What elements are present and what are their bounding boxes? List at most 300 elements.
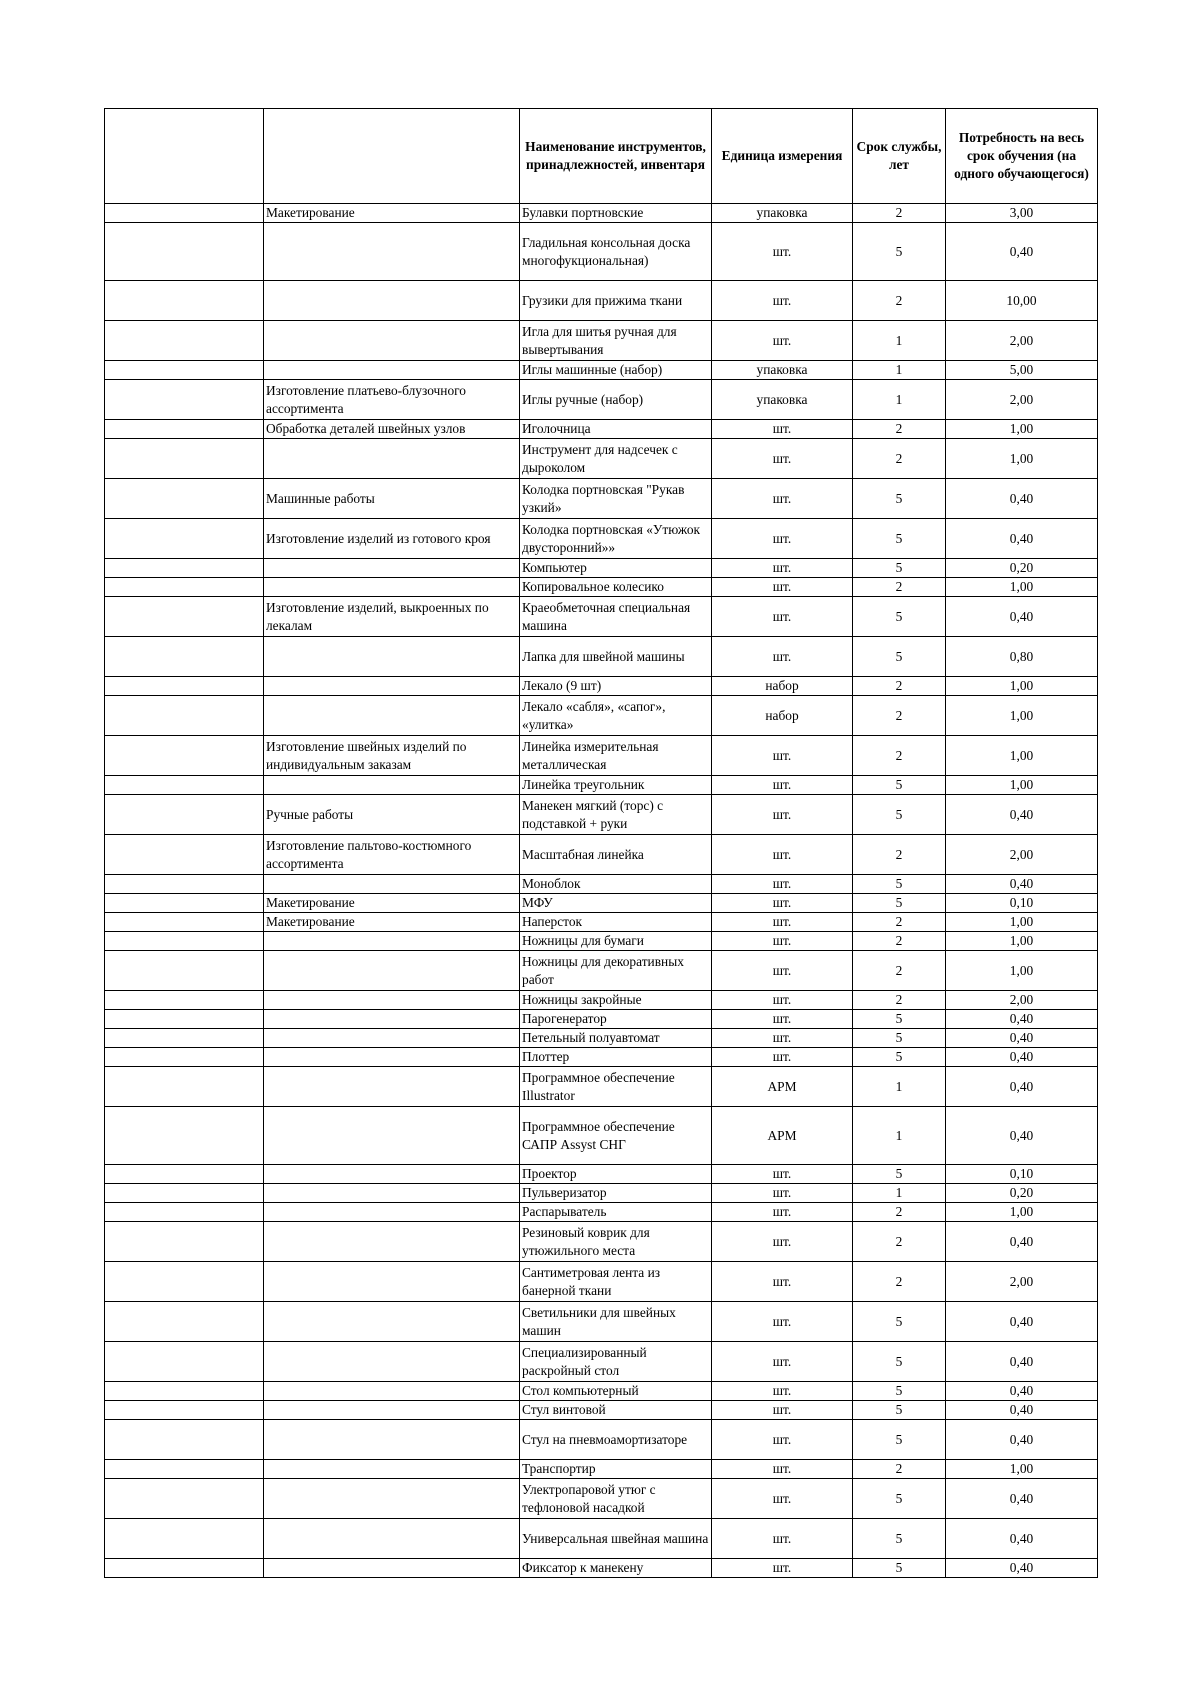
table-row (105, 223, 1098, 281)
row-name-cell: Игла для шитья ручная для вывертывания (520, 321, 712, 361)
header-unit: Единица измерения (712, 109, 853, 204)
table-row (105, 835, 1098, 875)
row-need-cell: 2,00 (946, 835, 1098, 875)
row-name-cell: Лекало (9 шт) (520, 677, 712, 696)
row-life-cell: 5 (853, 875, 946, 894)
row-name-cell: Ножницы для декоративных работ (520, 951, 712, 991)
row-section-cell (264, 1184, 520, 1203)
row-unit-cell: шт. (712, 439, 853, 479)
row-blank-cell (105, 1029, 264, 1048)
row-unit-cell: набор (712, 696, 853, 736)
table-row (105, 875, 1098, 894)
row-name-cell: Колодка портновская "Рукав узкий» (520, 479, 712, 519)
row-section-cell (264, 1048, 520, 1067)
table-row (105, 1401, 1098, 1420)
row-unit-cell: АРМ (712, 1067, 853, 1107)
row-name-cell: Плоттер (520, 1048, 712, 1067)
row-life-cell: 5 (853, 1048, 946, 1067)
row-name-cell: Петельный полуавтомат (520, 1029, 712, 1048)
row-unit-cell: шт. (712, 479, 853, 519)
row-life-cell: 5 (853, 1029, 946, 1048)
row-life-cell: 1 (853, 1107, 946, 1165)
row-name-cell: Линейка треугольник (520, 776, 712, 795)
row-blank-cell (105, 1184, 264, 1203)
row-blank-cell (105, 321, 264, 361)
table-row (105, 1107, 1098, 1165)
row-life-cell: 5 (853, 479, 946, 519)
row-unit-cell: шт. (712, 1420, 853, 1460)
row-name-cell: Программное обеспечение САПР Assyst СНГ (520, 1107, 712, 1165)
row-need-cell: 0,40 (946, 1559, 1098, 1578)
table-row (105, 1342, 1098, 1382)
table-row (105, 795, 1098, 835)
row-name-cell: Инструмент для надсечек с дыроколом (520, 439, 712, 479)
row-unit-cell: шт. (712, 223, 853, 281)
row-unit-cell: шт. (712, 894, 853, 913)
row-need-cell: 0,40 (946, 1029, 1098, 1048)
row-section-cell (264, 1382, 520, 1401)
row-need-cell: 0,40 (946, 597, 1098, 637)
row-blank-cell (105, 1262, 264, 1302)
header-blank-2 (264, 109, 520, 204)
row-need-cell: 0,40 (946, 1382, 1098, 1401)
row-life-cell: 2 (853, 991, 946, 1010)
row-section-cell (264, 223, 520, 281)
row-section-cell (264, 1479, 520, 1519)
row-name-cell: Лапка для швейной машины (520, 637, 712, 677)
row-unit-cell: шт. (712, 875, 853, 894)
row-life-cell: 2 (853, 1222, 946, 1262)
row-blank-cell (105, 1302, 264, 1342)
row-unit-cell: шт. (712, 1184, 853, 1203)
row-section-cell (264, 1559, 520, 1578)
row-section-cell: Ручные работы (264, 795, 520, 835)
row-need-cell: 0,40 (946, 1519, 1098, 1559)
row-section-cell (264, 1519, 520, 1559)
row-life-cell: 5 (853, 1519, 946, 1559)
row-blank-cell (105, 1067, 264, 1107)
row-life-cell: 2 (853, 420, 946, 439)
table-row (105, 1382, 1098, 1401)
row-blank-cell (105, 1165, 264, 1184)
table-row (105, 1420, 1098, 1460)
row-name-cell: Краеобметочная специальная машина (520, 597, 712, 637)
table-row (105, 637, 1098, 677)
row-unit-cell: шт. (712, 519, 853, 559)
row-unit-cell: шт. (712, 597, 853, 637)
row-need-cell: 0,40 (946, 795, 1098, 835)
row-life-cell: 5 (853, 776, 946, 795)
row-unit-cell: набор (712, 677, 853, 696)
row-need-cell: 2,00 (946, 1262, 1098, 1302)
row-life-cell: 5 (853, 559, 946, 578)
row-section-cell (264, 677, 520, 696)
table-row (105, 578, 1098, 597)
row-blank-cell (105, 835, 264, 875)
row-need-cell: 1,00 (946, 677, 1098, 696)
row-blank-cell (105, 439, 264, 479)
row-section-cell (264, 1342, 520, 1382)
row-blank-cell (105, 597, 264, 637)
row-section-cell (264, 1460, 520, 1479)
row-blank-cell (105, 223, 264, 281)
table-row (105, 420, 1098, 439)
row-blank-cell (105, 1382, 264, 1401)
row-life-cell: 1 (853, 1184, 946, 1203)
table-row (105, 321, 1098, 361)
table-row (105, 1460, 1098, 1479)
row-name-cell: Наперсток (520, 913, 712, 932)
row-section-cell: Машинные работы (264, 479, 520, 519)
row-blank-cell (105, 420, 264, 439)
row-unit-cell: шт. (712, 420, 853, 439)
row-name-cell: Копировальное колесико (520, 578, 712, 597)
row-need-cell: 10,00 (946, 281, 1098, 321)
row-life-cell: 5 (853, 1479, 946, 1519)
row-section-cell (264, 1029, 520, 1048)
row-life-cell: 5 (853, 637, 946, 677)
row-life-cell: 2 (853, 696, 946, 736)
row-section-cell (264, 1107, 520, 1165)
row-need-cell: 0,40 (946, 1048, 1098, 1067)
row-need-cell: 0,40 (946, 479, 1098, 519)
row-section-cell: Изготовление платьево-блузочного ассортимента (264, 380, 520, 420)
row-name-cell: Проектор (520, 1165, 712, 1184)
row-need-cell: 3,00 (946, 204, 1098, 223)
row-name-cell: Иглы ручные (набор) (520, 380, 712, 420)
row-unit-cell: шт. (712, 1460, 853, 1479)
row-life-cell: 2 (853, 835, 946, 875)
row-blank-cell (105, 1107, 264, 1165)
table-row (105, 696, 1098, 736)
row-name-cell: Иголочница (520, 420, 712, 439)
table-row (105, 1479, 1098, 1519)
header-blank-1 (105, 109, 264, 204)
row-section-cell: Обработка деталей швейных узлов (264, 420, 520, 439)
row-unit-cell: шт. (712, 795, 853, 835)
row-need-cell: 0,40 (946, 1107, 1098, 1165)
row-name-cell: Стол компьютерный (520, 1382, 712, 1401)
row-name-cell: Стул на пневмоамортизаторе (520, 1420, 712, 1460)
row-life-cell: 2 (853, 736, 946, 776)
row-name-cell: Масштабная линейка (520, 835, 712, 875)
row-life-cell: 2 (853, 677, 946, 696)
row-need-cell: 0,40 (946, 1342, 1098, 1382)
row-unit-cell: упаковка (712, 380, 853, 420)
row-unit-cell: шт. (712, 736, 853, 776)
row-need-cell: 2,00 (946, 380, 1098, 420)
row-need-cell: 0,40 (946, 1302, 1098, 1342)
row-need-cell: 0,20 (946, 1184, 1098, 1203)
row-unit-cell: шт. (712, 321, 853, 361)
table-row (105, 1262, 1098, 1302)
row-section-cell (264, 951, 520, 991)
row-life-cell: 5 (853, 1559, 946, 1578)
row-need-cell: 0,40 (946, 1479, 1098, 1519)
row-life-cell: 2 (853, 951, 946, 991)
row-life-cell: 5 (853, 223, 946, 281)
row-need-cell: 1,00 (946, 951, 1098, 991)
row-need-cell: 0,40 (946, 519, 1098, 559)
row-name-cell: Фиксатор к манекену (520, 1559, 712, 1578)
row-section-cell (264, 932, 520, 951)
row-blank-cell (105, 951, 264, 991)
table-row (105, 597, 1098, 637)
row-unit-cell: шт. (712, 281, 853, 321)
row-life-cell: 5 (853, 1302, 946, 1342)
row-blank-cell (105, 991, 264, 1010)
row-name-cell: МФУ (520, 894, 712, 913)
row-need-cell: 0,10 (946, 1165, 1098, 1184)
row-blank-cell (105, 1203, 264, 1222)
row-blank-cell (105, 1519, 264, 1559)
row-life-cell: 2 (853, 1262, 946, 1302)
row-unit-cell: шт. (712, 1302, 853, 1342)
row-section-cell (264, 1401, 520, 1420)
row-blank-cell (105, 875, 264, 894)
row-blank-cell (105, 1401, 264, 1420)
row-name-cell: Моноблок (520, 875, 712, 894)
row-unit-cell: шт. (712, 1048, 853, 1067)
header-name: Наименование инструментов, принадлежностей, инвентаря (520, 109, 712, 204)
row-name-cell: Транспортир (520, 1460, 712, 1479)
equipment-table (104, 108, 1098, 1578)
table-row (105, 1222, 1098, 1262)
row-section-cell (264, 1203, 520, 1222)
row-blank-cell (105, 932, 264, 951)
row-section-cell (264, 1067, 520, 1107)
row-need-cell: 1,00 (946, 932, 1098, 951)
row-section-cell (264, 439, 520, 479)
row-section-cell (264, 637, 520, 677)
row-blank-cell (105, 1479, 264, 1519)
table-row (105, 1048, 1098, 1067)
row-section-cell: Изготовление изделий из готового кроя (264, 519, 520, 559)
row-unit-cell: упаковка (712, 361, 853, 380)
row-section-cell: Изготовление швейных изделий по индивидуальным заказам (264, 736, 520, 776)
row-name-cell: Пульверизатор (520, 1184, 712, 1203)
table-row (105, 1067, 1098, 1107)
table-row (105, 1165, 1098, 1184)
row-need-cell: 0,40 (946, 223, 1098, 281)
row-name-cell: Лекало «сабля», «сапог», «улитка» (520, 696, 712, 736)
row-section-cell (264, 696, 520, 736)
row-unit-cell: АРМ (712, 1107, 853, 1165)
row-name-cell: Грузики для прижима ткани (520, 281, 712, 321)
row-blank-cell (105, 1342, 264, 1382)
row-name-cell: Сантиметровая лента из банерной ткани (520, 1262, 712, 1302)
row-name-cell: Резиновый коврик для утюжильного места (520, 1222, 712, 1262)
row-unit-cell: шт. (712, 1029, 853, 1048)
row-life-cell: 5 (853, 1401, 946, 1420)
table-row (105, 361, 1098, 380)
row-section-cell (264, 281, 520, 321)
table-row (105, 380, 1098, 420)
row-section-cell: Макетирование (264, 894, 520, 913)
table-row (105, 951, 1098, 991)
row-life-cell: 5 (853, 1382, 946, 1401)
row-unit-cell: шт. (712, 637, 853, 677)
row-section-cell (264, 991, 520, 1010)
row-life-cell: 2 (853, 281, 946, 321)
table-row (105, 281, 1098, 321)
row-life-cell: 5 (853, 795, 946, 835)
row-blank-cell (105, 281, 264, 321)
row-need-cell: 0,40 (946, 875, 1098, 894)
row-need-cell: 0,20 (946, 559, 1098, 578)
row-life-cell: 5 (853, 1420, 946, 1460)
row-need-cell: 0,40 (946, 1010, 1098, 1029)
row-unit-cell: шт. (712, 1010, 853, 1029)
row-life-cell: 5 (853, 519, 946, 559)
table-row (105, 1302, 1098, 1342)
row-life-cell: 2 (853, 578, 946, 597)
row-blank-cell (105, 894, 264, 913)
row-section-cell (264, 361, 520, 380)
row-need-cell: 5,00 (946, 361, 1098, 380)
row-name-cell: Стул винтовой (520, 1401, 712, 1420)
table-row (105, 1010, 1098, 1029)
table-body (105, 204, 1098, 1578)
row-blank-cell (105, 637, 264, 677)
row-name-cell: Колодка портновская «Утюжок двусторонний»» (520, 519, 712, 559)
table-row (105, 894, 1098, 913)
row-need-cell: 1,00 (946, 439, 1098, 479)
table-row (105, 439, 1098, 479)
row-blank-cell (105, 677, 264, 696)
row-blank-cell (105, 519, 264, 559)
row-life-cell: 1 (853, 1067, 946, 1107)
row-unit-cell: шт. (712, 1479, 853, 1519)
table-header-row (105, 109, 1098, 204)
row-unit-cell: шт. (712, 1519, 853, 1559)
row-life-cell: 1 (853, 380, 946, 420)
row-name-cell: Светильники для швейных машин (520, 1302, 712, 1342)
header-service-life: Срок службы, лет (853, 109, 946, 204)
row-need-cell: 2,00 (946, 991, 1098, 1010)
row-unit-cell: шт. (712, 951, 853, 991)
row-need-cell: 1,00 (946, 776, 1098, 795)
row-blank-cell (105, 1559, 264, 1578)
row-blank-cell (105, 380, 264, 420)
row-need-cell: 1,00 (946, 1460, 1098, 1479)
row-section-cell (264, 578, 520, 597)
row-section-cell (264, 1262, 520, 1302)
row-unit-cell: шт. (712, 913, 853, 932)
row-life-cell: 1 (853, 321, 946, 361)
table-row (105, 1203, 1098, 1222)
row-blank-cell (105, 559, 264, 578)
row-section-cell (264, 559, 520, 578)
row-need-cell: 1,00 (946, 736, 1098, 776)
table-row (105, 913, 1098, 932)
row-name-cell: Манекен мягкий (торс) с подставкой + руки (520, 795, 712, 835)
row-name-cell: Распарыватель (520, 1203, 712, 1222)
table-row (105, 559, 1098, 578)
row-life-cell: 5 (853, 597, 946, 637)
row-name-cell: Ножницы закройные (520, 991, 712, 1010)
table-row (105, 1559, 1098, 1578)
row-blank-cell (105, 1048, 264, 1067)
row-life-cell: 2 (853, 204, 946, 223)
row-unit-cell: шт. (712, 1262, 853, 1302)
row-blank-cell (105, 913, 264, 932)
row-unit-cell: шт. (712, 835, 853, 875)
table-row (105, 1519, 1098, 1559)
row-unit-cell: шт. (712, 1559, 853, 1578)
row-blank-cell (105, 776, 264, 795)
table-row (105, 677, 1098, 696)
row-name-cell: Универсальная швейная машина (520, 1519, 712, 1559)
row-need-cell: 1,00 (946, 1203, 1098, 1222)
row-life-cell: 2 (853, 439, 946, 479)
row-section-cell: Макетирование (264, 913, 520, 932)
row-name-cell: Специализированный раскройный стол (520, 1342, 712, 1382)
row-unit-cell: шт. (712, 1165, 853, 1184)
row-need-cell: 2,00 (946, 321, 1098, 361)
row-unit-cell: шт. (712, 1203, 853, 1222)
row-need-cell: 0,40 (946, 1222, 1098, 1262)
row-life-cell: 1 (853, 361, 946, 380)
row-need-cell: 1,00 (946, 578, 1098, 597)
row-life-cell: 5 (853, 1165, 946, 1184)
row-blank-cell (105, 1460, 264, 1479)
row-unit-cell: шт. (712, 991, 853, 1010)
row-life-cell: 2 (853, 932, 946, 951)
table-row (105, 776, 1098, 795)
row-blank-cell (105, 361, 264, 380)
row-need-cell: 0,80 (946, 637, 1098, 677)
row-name-cell: Компьютер (520, 559, 712, 578)
row-life-cell: 2 (853, 1460, 946, 1479)
row-section-cell (264, 776, 520, 795)
table-row (105, 736, 1098, 776)
row-life-cell: 5 (853, 1342, 946, 1382)
row-blank-cell (105, 1222, 264, 1262)
row-name-cell: Парогенератор (520, 1010, 712, 1029)
table-row (105, 991, 1098, 1010)
row-unit-cell: шт. (712, 1342, 853, 1382)
row-life-cell: 2 (853, 913, 946, 932)
table-row (105, 479, 1098, 519)
table-row (105, 204, 1098, 223)
row-blank-cell (105, 479, 264, 519)
row-unit-cell: шт. (712, 776, 853, 795)
row-section-cell (264, 875, 520, 894)
row-unit-cell: шт. (712, 1401, 853, 1420)
row-blank-cell (105, 1420, 264, 1460)
row-name-cell: Гладильная консольная доска многофукциональная) (520, 223, 712, 281)
table-row (105, 1029, 1098, 1048)
row-name-cell: Булавки портновские (520, 204, 712, 223)
row-name-cell: Улектропаровой утюг с тефлоновой насадкой (520, 1479, 712, 1519)
table-row (105, 932, 1098, 951)
row-section-cell (264, 1420, 520, 1460)
row-blank-cell (105, 1010, 264, 1029)
row-blank-cell (105, 795, 264, 835)
row-unit-cell: шт. (712, 1382, 853, 1401)
row-life-cell: 2 (853, 1203, 946, 1222)
row-name-cell: Линейка измерительная металлическая (520, 736, 712, 776)
row-section-cell: Макетирование (264, 204, 520, 223)
row-section-cell (264, 321, 520, 361)
row-need-cell: 0,40 (946, 1067, 1098, 1107)
row-need-cell: 0,40 (946, 1420, 1098, 1460)
row-unit-cell: упаковка (712, 204, 853, 223)
row-blank-cell (105, 204, 264, 223)
row-blank-cell (105, 696, 264, 736)
row-life-cell: 5 (853, 1010, 946, 1029)
